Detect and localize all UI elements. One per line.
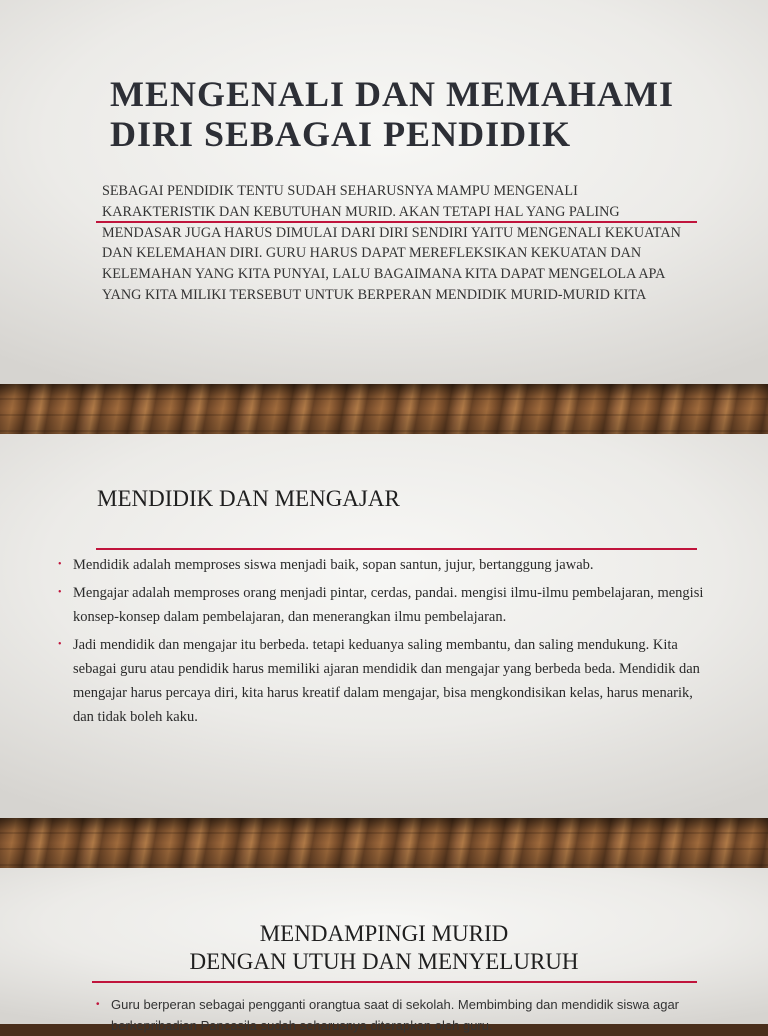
list-item-text: Jadi mendidik dan mengajar itu berbeda. tetapi keduanya saling membantu, dan saling mendukung. Kita sebagai guru atau pendidik harus memiliki ajaran mendidik dan mengajar yang berbeda beda. Mendidik dan mengajar harus percaya diri, kita harus kreatif dalam mengajar, bisa mengkondisikan kelas, harus menarik, dan tidak boleh kaku. — [73, 637, 700, 725]
bullet-icon: • — [58, 587, 62, 598]
slide-1 — [0, 0, 768, 384]
slide-1-title-line-2: DIRI SEBAGAI PENDIDIK — [110, 114, 572, 154]
list-item — [58, 581, 708, 629]
slide-3-title-line-1: MENDAMPINGI MURID — [259, 921, 509, 946]
slide-2 — [0, 434, 768, 818]
list-item-text: Guru berperan sebagai pengganti orangtua saat di sekolah. Membimbing dan mendidik siswa agar berkepribadian Pancasila sudah seharusnya diterapkan oleh guru. — [111, 997, 680, 1033]
slide-3-bullet-list — [96, 994, 716, 1036]
list-item-text: Mengajar adalah memproses orang menjadi pintar, cerdas, pandai. mengisi ilmu-ilmu pembelajaran, mengisi konsep-konsep dalam pembelajaran, dan menerangkan ilmu pembelajaran. — [73, 585, 704, 625]
wood-floor-divider-1 — [0, 384, 768, 434]
slide-3-title-line-2: DENGAN UTUH DAN MENYELURUH — [189, 949, 579, 974]
slide-3 — [0, 868, 768, 1033]
list-item — [58, 553, 708, 577]
wood-floor-divider-2 — [0, 818, 768, 868]
bullet-icon: • — [58, 559, 62, 570]
slide-1-body-text: SEBAGAI PENDIDIK TENTU SUDAH SEHARUSNYA MAMPU MENGENALI KARAKTERISTIK DAN KEBUTUHAN MURID. AKAN TETAPI HAL YANG PALING MENDASAR JUGA HARUS DIMULAI DARI DIRI SENDIRI YAITU MENGENALI KEKUATAN DAN KELEMAHAN DIRI. GURU HARUS DAPAT MEREFLEKSIKAN KEKUATAN DAN KELEMAHAN YANG KITA PUNYAI, LALU BAGAIMANA KITA DAPAT MENGELOLA APA YANG KITA MILIKI TERSEBUT UNTUK BERPERAN MENDIDIK MURID-MURID KITA — [102, 183, 681, 303]
slide-1-title-line-1: MENGENALI DAN MEMAHAMI — [110, 74, 674, 114]
slide-2-bullet-list — [58, 553, 708, 733]
slide-2-accent-line — [96, 548, 697, 550]
list-item — [58, 633, 708, 729]
bullet-icon: • — [96, 999, 100, 1010]
bullet-icon: • — [58, 639, 62, 650]
slide-3-accent-line — [92, 981, 697, 983]
slide-1-title — [110, 74, 674, 154]
list-item — [96, 994, 716, 1036]
slide-3-title — [0, 920, 768, 976]
list-item-text: Mendidik adalah memproses siswa menjadi baik, sopan santun, jujur, bertanggung jawab. — [73, 557, 594, 573]
slide-2-title: MENDIDIK DAN MENGAJAR — [97, 486, 400, 511]
